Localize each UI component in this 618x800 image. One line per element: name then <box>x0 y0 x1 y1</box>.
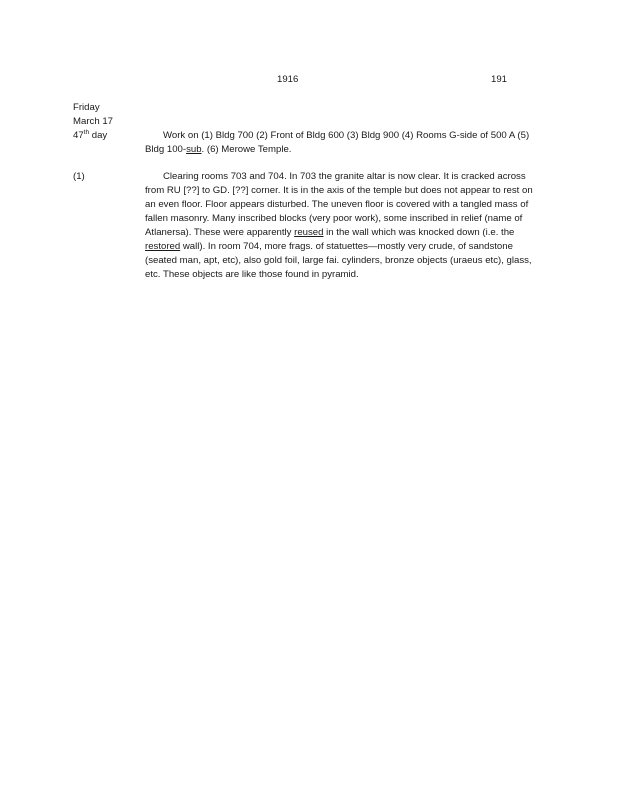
work-on-underlined: sub <box>186 144 202 155</box>
page-year: 1916 <box>277 74 299 85</box>
day-suffix: th <box>83 128 90 136</box>
page-number: 191 <box>491 74 508 85</box>
section-1-paragraph <box>145 170 545 282</box>
work-on-text-a: Work on (1) Bldg 700 (2) Front of Bldg 600 (3) Bldg 900 (4) Rooms G-side of 500 A (5) Bldg 100- <box>145 130 530 155</box>
entry-weekday: Friday <box>73 102 100 113</box>
section-1-text-a: Clearing rooms 703 and 704. In 703 the granite altar is now clear. It is cracked across from RU [??] to GD. [??] corner. It is in the axis of the temple but does not appear to rest on an even floor. Floor appears disturbed. The uneven floor is covered with a tangled mass of fallen masonry. Many inscribed blocks (very poor work), some inscribed in relief (name of Atlanersa). These were apparently <box>145 171 533 238</box>
section-1-text-c: wall). In room 704, more frags. of statuettes—mostly very crude, of sandstone (seated man, apt, etc), also gold foil, large fai. cylinders, bronze objects (uraeus etc), glass, etc. These objects are like those found in pyramid. <box>145 241 532 280</box>
day-word: day <box>89 130 108 141</box>
section-1-text-b: in the wall which was knocked down (i.e. the <box>323 227 515 238</box>
section-1-label: (1) <box>73 171 85 182</box>
entry-month-day: March 17 <box>73 116 113 127</box>
section-1-underlined-restored: restored <box>145 241 181 252</box>
work-on-paragraph <box>145 129 545 157</box>
day-number: 47 <box>73 130 84 141</box>
section-1-underlined-reused: reused <box>294 227 324 238</box>
entry-day-count <box>73 129 107 143</box>
work-on-text-b: . (6) Merowe Temple. <box>201 144 292 155</box>
